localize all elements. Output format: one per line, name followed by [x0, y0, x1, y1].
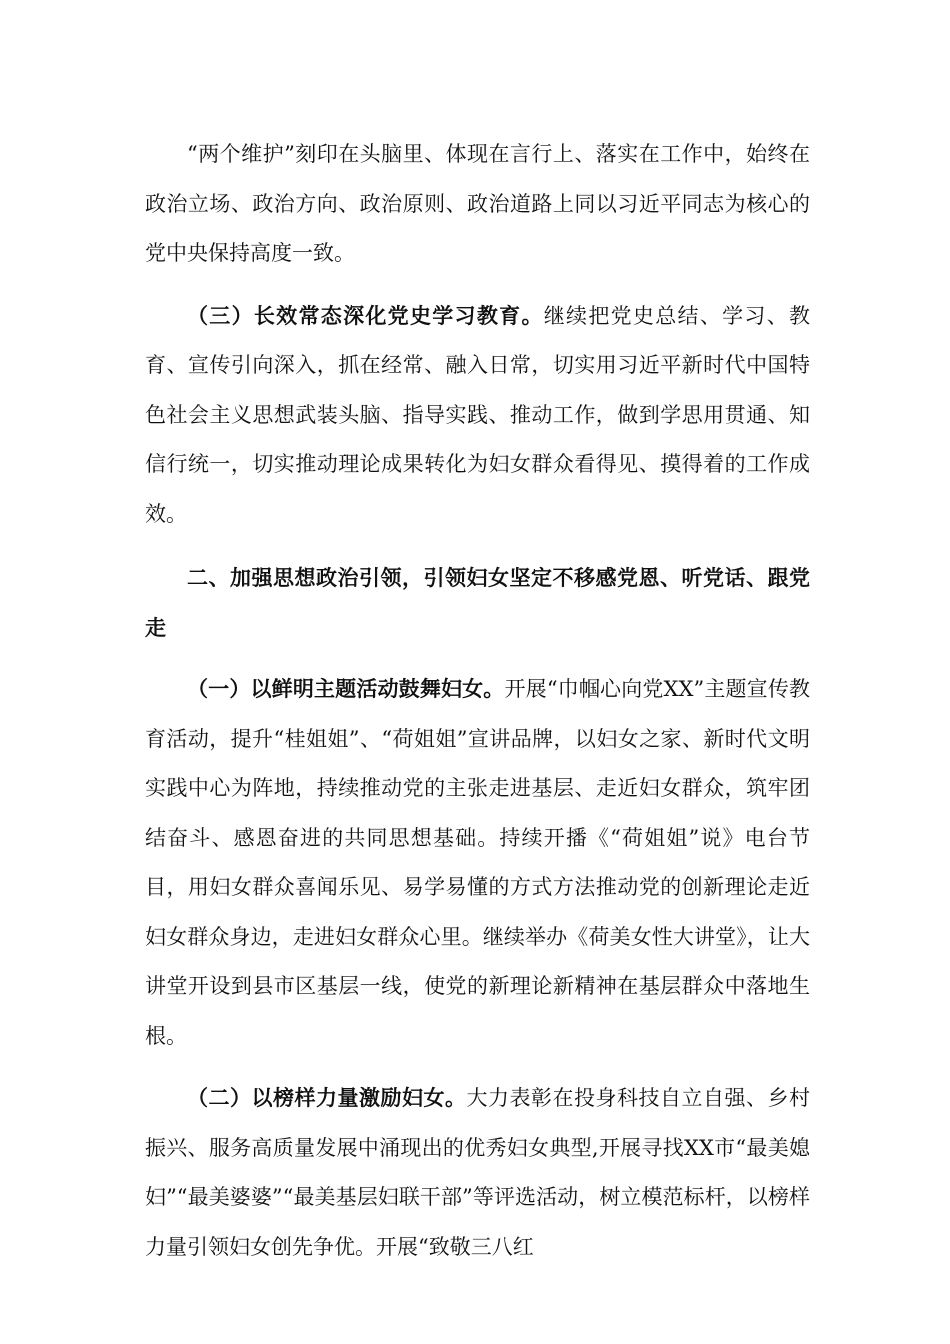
paragraph-text: 大力表彰在投身科技自立自强、乡村振兴、服务高质量发展中涌现出的优秀妇女典型,开展寻找XX市“最美媳妇”“最美婆婆”“最美基层妇联干部”等评选活动，树立模范标杆，以榜样力量引领妇女创先争优。开展“致敬三八红 — [145, 1086, 810, 1259]
paragraph-heading: （三）长效常态深化党史学习教育。 — [187, 302, 544, 328]
paragraph-heading: （一）以鲜明主题活动鼓舞妇女。 — [187, 676, 505, 701]
section-heading-two — [145, 553, 810, 652]
paragraph-heading: （二）以榜样力量激励妇女。 — [187, 1085, 467, 1110]
paragraph-theme-activities — [145, 664, 810, 1061]
paragraph-role-models — [145, 1073, 810, 1272]
paragraph-party-history — [145, 291, 810, 540]
paragraph-text: “两个维护”刻印在头脑里、体现在言行上、落实在工作中，始终在政治立场、政治方向、政治原则、政治道路上同以习近平同志为核心的党中央保持高度一致。 — [145, 142, 810, 265]
paragraph-text: 继续把党史总结、学习、教育、宣传引向深入，抓在经常、融入日常，切实用习近平新时代中国特色社会主义思想武装头脑、指导实践、推动工作，做到学思用贯通、知信行统一，切实推动理论成果转化为妇女群众看得见、摸得着的工作成效。 — [145, 303, 811, 526]
paragraph-text: 开展“巾帼心向党XX”主题宣传教育活动，提升“桂姐姐”、“荷姐姐”宣讲品牌，以妇女之家、新时代文明实践中心为阵地，持续推动党的主张走进基层、走近妇女群众，筑牢团结奋斗、感恩奋进的共同思想基础。持续开播《“荷姐姐”说》电台节目，用妇女群众喜闻乐见、易学易懂的方式方法推动党的创新理论走近妇女群众身边，走进妇女群众心里。继续举办《荷美女性大讲堂》，让大讲堂开设到县市区基层一线，使党的新理论新精神在基层群众中落地生根。 — [145, 677, 811, 1048]
document-body — [145, 130, 810, 1272]
paragraph-two-safeguards — [145, 130, 810, 279]
section-heading-text: 二、加强思想政治引领，引领妇女坚定不移感党恩、听党话、跟党走 — [145, 565, 810, 640]
